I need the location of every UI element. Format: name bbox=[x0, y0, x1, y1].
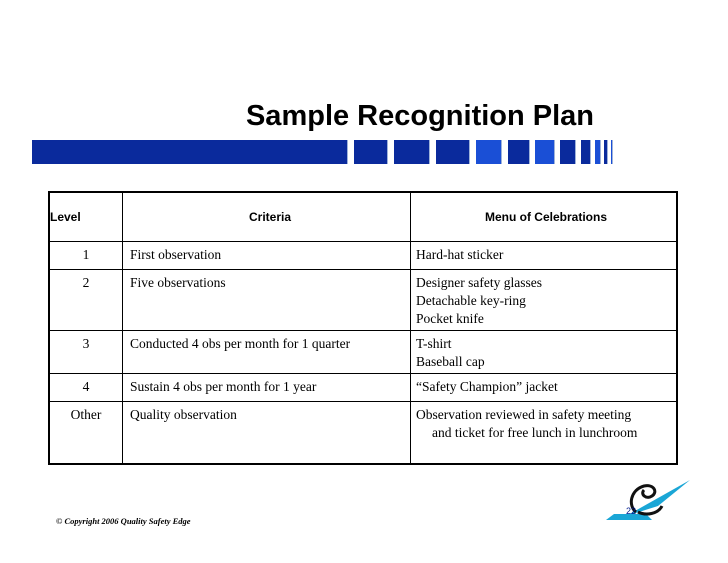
page-number: 22 bbox=[626, 506, 637, 516]
title-bar-segment bbox=[394, 140, 430, 164]
title-bar-segment bbox=[611, 140, 613, 164]
quality-safety-edge-logo-icon bbox=[606, 476, 690, 524]
celebration-item: Observation reviewed in safety meeting bbox=[416, 407, 632, 422]
title-bar-segment bbox=[476, 140, 502, 164]
title-bar-segment bbox=[32, 140, 348, 164]
criteria-cell: Quality observation bbox=[123, 402, 411, 464]
celebration-item: “Safety Champion” jacket bbox=[416, 379, 558, 394]
title-bar-segment bbox=[535, 140, 555, 164]
criteria-cell: Sustain 4 obs per month for 1 year bbox=[123, 374, 411, 402]
table-row bbox=[49, 270, 677, 331]
copyright-notice: © Copyright 2006 Quality Safety Edge bbox=[56, 516, 191, 526]
table-row bbox=[49, 242, 677, 270]
table-row bbox=[49, 402, 677, 464]
menu-cell bbox=[411, 374, 678, 402]
menu-cell bbox=[411, 402, 678, 464]
level-cell: 4 bbox=[49, 374, 123, 402]
celebration-item: and ticket for free lunch in lunchroom bbox=[432, 425, 638, 440]
title-bar-segment bbox=[581, 140, 591, 164]
celebration-item: Baseball cap bbox=[416, 354, 485, 369]
celebration-item: Detachable key-ring bbox=[416, 293, 526, 308]
celebration-item: Pocket knife bbox=[416, 311, 484, 326]
table-header-row bbox=[49, 192, 677, 242]
slide-title: Sample Recognition Plan bbox=[245, 100, 595, 132]
celebration-item: Hard-hat sticker bbox=[416, 247, 504, 262]
decorative-title-bar bbox=[32, 140, 613, 164]
recognition-plan-table bbox=[48, 191, 678, 465]
level-cell: 1 bbox=[49, 242, 123, 270]
title-bar-segment bbox=[508, 140, 530, 164]
level-cell: 2 bbox=[49, 270, 123, 331]
title-bar-segment bbox=[436, 140, 470, 164]
header-level: Level bbox=[49, 192, 123, 242]
criteria-cell: Five observations bbox=[123, 270, 411, 331]
title-bar-segment bbox=[560, 140, 576, 164]
header-menu-of-celebrations: Menu of Celebrations bbox=[411, 192, 678, 242]
celebration-item: Designer safety glasses bbox=[416, 275, 542, 290]
criteria-cell: First observation bbox=[123, 242, 411, 270]
menu-cell bbox=[411, 270, 678, 331]
table-row bbox=[49, 374, 677, 402]
criteria-cell: Conducted 4 obs per month for 1 quarter bbox=[123, 331, 411, 374]
table-row bbox=[49, 331, 677, 374]
level-cell: Other bbox=[49, 402, 123, 464]
header-criteria: Criteria bbox=[123, 192, 411, 242]
menu-cell bbox=[411, 242, 678, 270]
title-bar-segment bbox=[354, 140, 388, 164]
celebration-item: T-shirt bbox=[416, 336, 452, 351]
level-cell: 3 bbox=[49, 331, 123, 374]
menu-cell bbox=[411, 331, 678, 374]
